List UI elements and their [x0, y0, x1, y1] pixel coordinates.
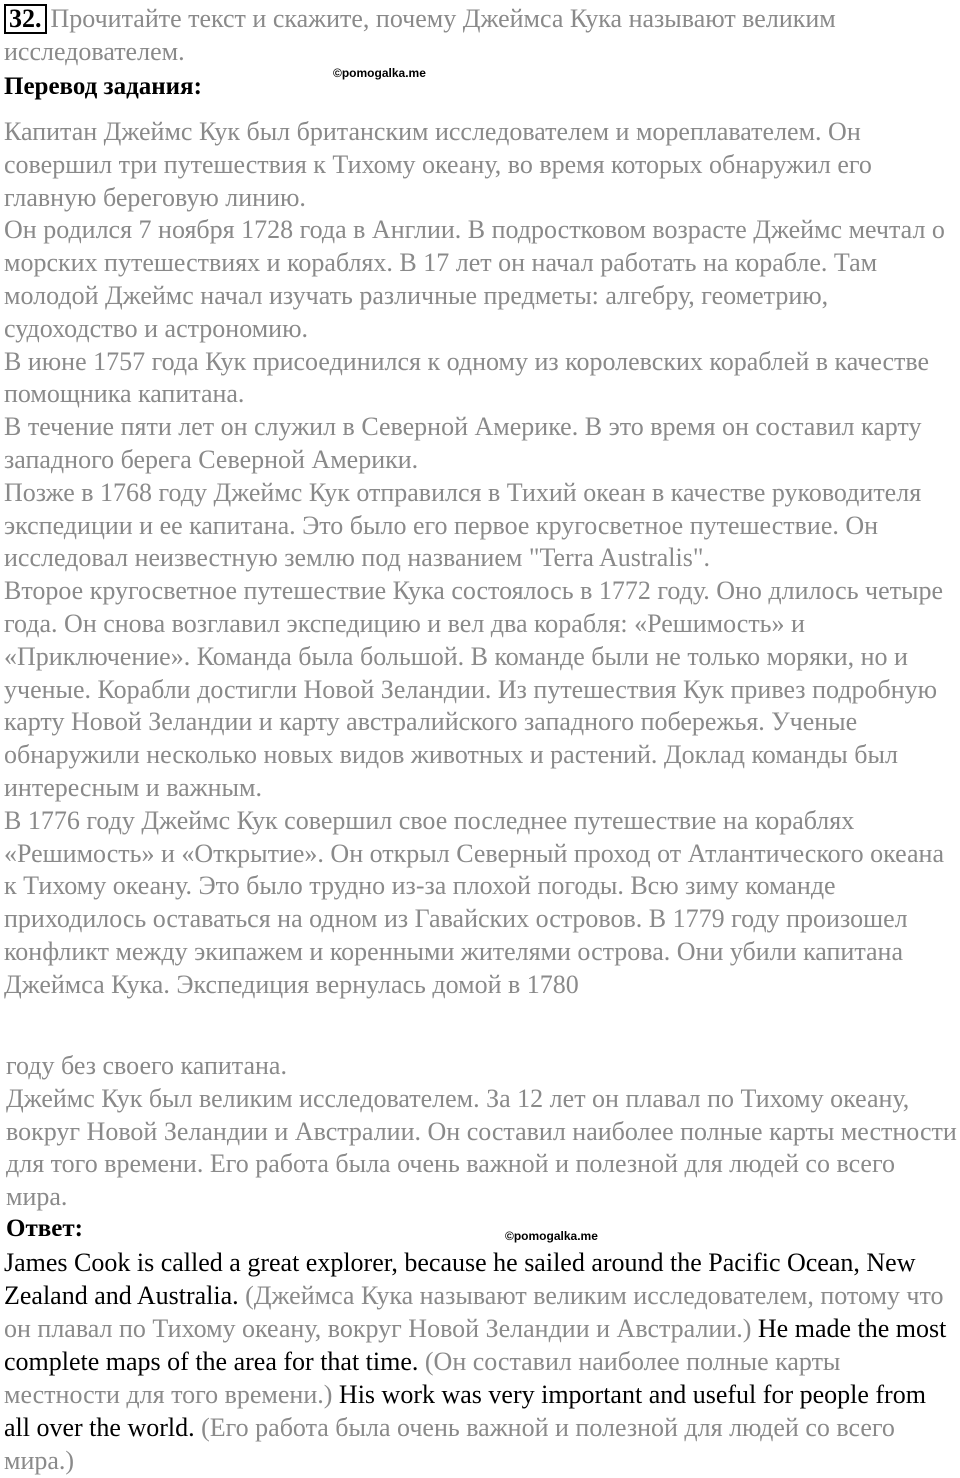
answer-russian-translation: (Его работа была очень важной и полезной для людей со всего мира.): [4, 1413, 895, 1475]
translation-text-part-2: [6, 1050, 960, 1214]
paragraph: В 1776 году Джеймс Кук совершил свое последнее путешествие на кораблях «Решимость» и «Открытие». Он открыл Северный проход от Атлантического океана к Тихому океану. Это было трудно из-за плохой погоды. Всю зиму команде приходилось оставаться на одном из Гавайских островов. В 1779 году произошел конфликт между экипажем и коренными жителями острова. Они убили капитана Джеймса Кука. Экспедиция вернулась домой в 1780: [4, 805, 945, 999]
answer-russian-translation: (Он составил наиболее полные карты местности для того времени.): [4, 1347, 841, 1409]
task-number: 32.: [4, 4, 47, 34]
translation-text-part-1: [4, 116, 959, 1002]
answer-russian-translation: (Джеймса Кука называют великим исследователем, потому что он плавал по Тихому океану, вокруг Новой Зеландии и Австралии.): [4, 1281, 944, 1343]
watermark: ©pomogalka.me: [333, 66, 426, 80]
paragraph: Джеймс Кук был великим исследователем. За 12 лет он плавал по Тихому океану, вокруг Новой Зеландии и Австралии. Он составил наиболее полные карты местности для того времени. Его работа была очень важной и полезной для людей со всего мира.: [6, 1083, 957, 1212]
answer-text: [4, 1246, 954, 1477]
translation-heading: Перевод задания:: [4, 73, 202, 100]
paragraph: В течение пяти лет он служил в Северной Америке. В это время он составил карту западного берега Северной Америки.: [4, 412, 922, 474]
paragraph: Он родился 7 ноября 1728 года в Англии. В подростковом возрасте Джеймс мечтал о морских путешествиях и кораблях. В 17 лет он начал работать на корабле. Там молодой Джеймс начал изучать различные предметы: алгебру, геометрию, судоходство и астрономию.: [4, 215, 945, 343]
answer-english-sentence: His work was very important and useful for people from all over the world.: [4, 1380, 926, 1442]
answer-english-sentence: James Cook is called a great explorer, because he sailed around the Pacific Ocean, New Zealand and Australia.: [4, 1248, 916, 1310]
task-text: Прочитайте текст и скажите, почему Джеймса Кука называют великим исследователем.: [4, 4, 836, 66]
answer-heading: Ответ:: [6, 1215, 83, 1242]
paragraph: году без своего капитана.: [6, 1051, 287, 1080]
answer-english-sentence: He made the most complete maps of the area for that time.: [4, 1314, 947, 1376]
paragraph: Второе кругосветное путешествие Кука состоялось в 1772 году. Оно длилось четыре года. Он снова возглавил экспедицию и вел два корабля: «Решимость» и «Приключение». Команда была большой. В команде были не только моряки, но и ученые. Корабли достигли Новой Зеландии. Из путешествия Кук привез подробную карту Новой Зеландии и карту австралийского западного побережья. Ученые обнаружили несколько новых видов животных и растений. Доклад команды был интересным и важным.: [4, 576, 944, 802]
watermark: ©pomogalka.me: [505, 1229, 598, 1243]
paragraph: Капитан Джеймс Кук был британским исследователем и мореплавателем. Он совершил три путешествия к Тихому океану, во время которых обнаружил его главную береговую линию.: [4, 117, 872, 212]
task-statement: [4, 2, 954, 68]
paragraph: В июне 1757 года Кук присоединился к одному из королевских кораблей в качестве помощника капитана.: [4, 346, 930, 409]
paragraph: Позже в 1768 году Джеймс Кук отправился в Тихий океан в качестве руководителя экспедиции и ее капитана. Это было его первое кругосветное путешествие. Он исследовал неизвестную землю под названием "Terra Australis".: [4, 477, 922, 573]
